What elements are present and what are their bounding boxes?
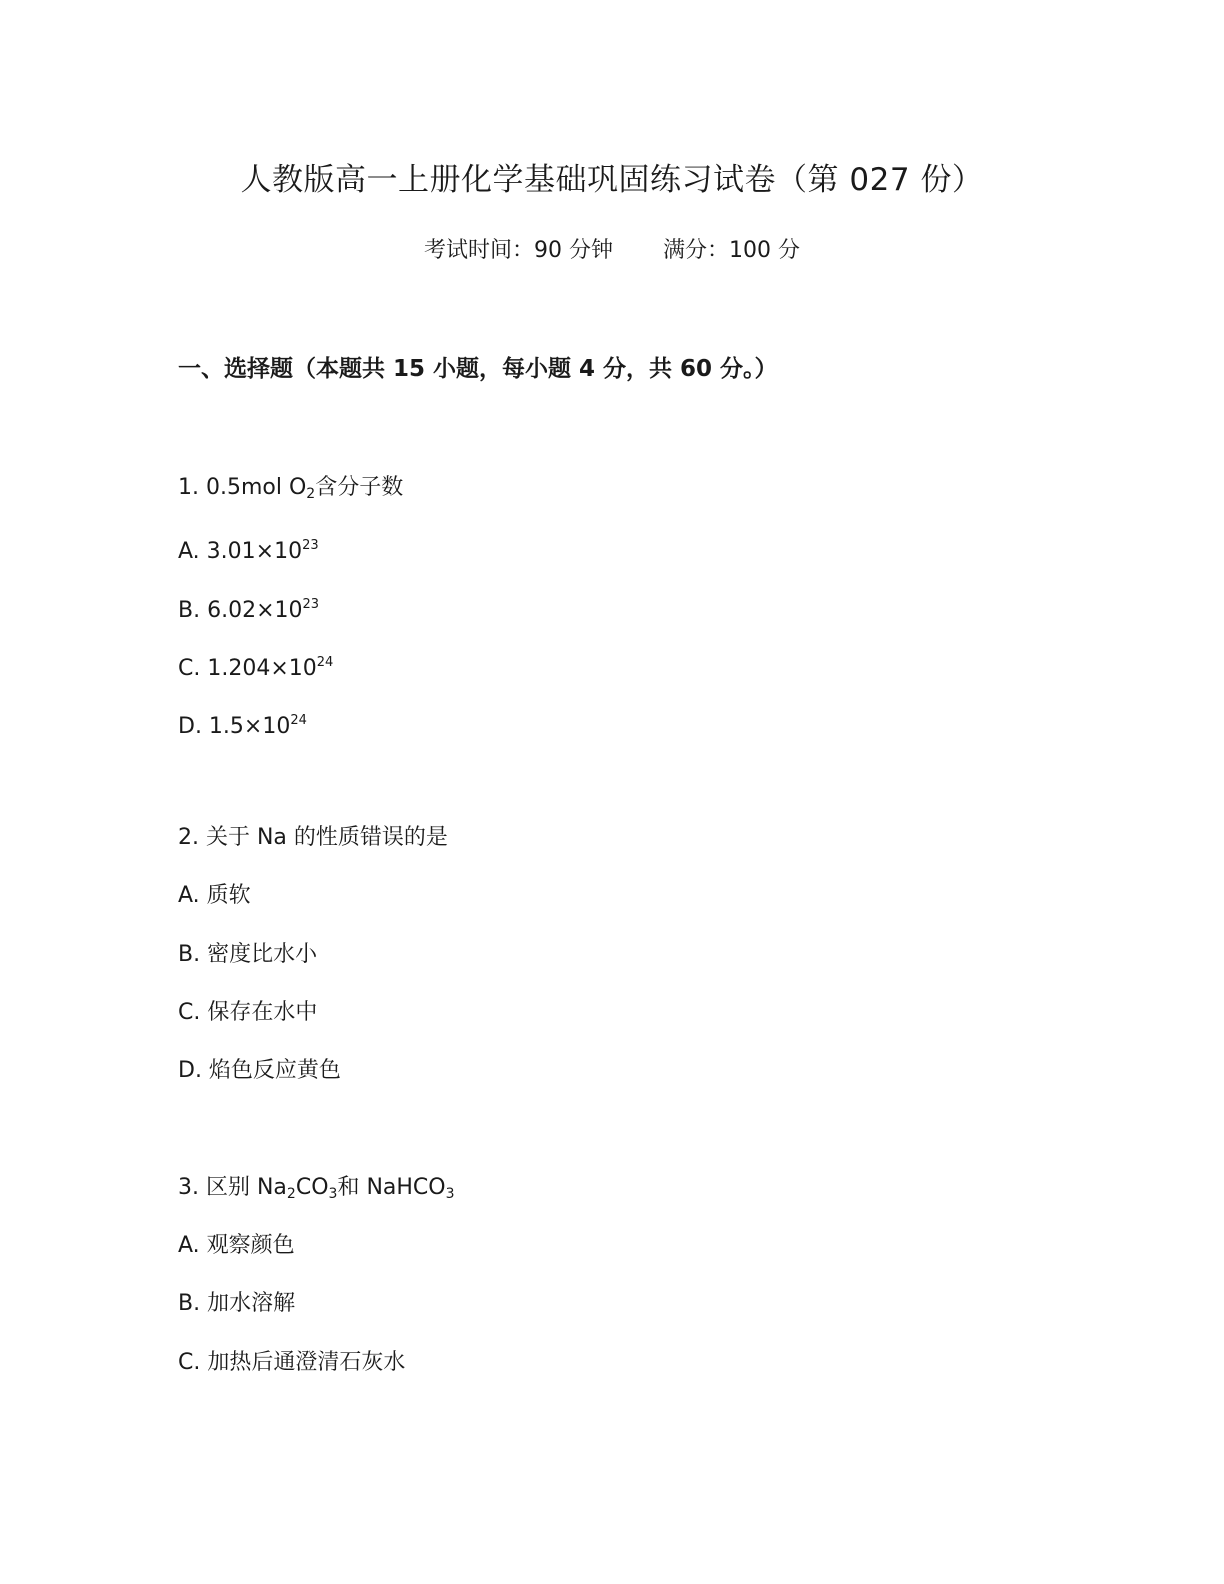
question-2-option-b: B. 密度比水小 [178, 942, 318, 967]
section-heading: 一、选择题（本题共 15 小题，每小题 4 分，共 60 分。） [178, 356, 778, 382]
question-3-option-a: A. 观察颜色 [178, 1233, 295, 1258]
question-1-option-c: C. $1.204\times 10^{24}$ [178, 655, 334, 681]
question-2-stem: 2. 关于 Na 的性质错误的是 [178, 825, 448, 850]
question-3-option-c: C. 加热后通澄清石灰水 [178, 1350, 406, 1375]
question-2-option-c: C. 保存在水中 [178, 1000, 318, 1025]
question-1-stem: 1. 0.5mol $O_2$含分子数 [178, 475, 404, 502]
exam-time: 考试时间：90 分钟 [424, 238, 613, 263]
question-3-option-b: B. 加水溶解 [178, 1291, 296, 1316]
question-1-option-a: A. $3.01\times 10^{23}$ [178, 538, 319, 564]
question-1-option-b: B. $6.02\times 10^{23}$ [178, 597, 320, 623]
question-2-option-a: A. 质软 [178, 883, 251, 908]
exam-info [0, 236, 1224, 266]
question-2-option-d: D. 焰色反应黄色 [178, 1058, 341, 1083]
exam-score: 满分：100 分 [663, 238, 800, 263]
question-3-stem: 3. 区别 $Na_2CO_3$和 NaHCO$_3$ [178, 1175, 455, 1202]
question-1-option-d: D. $1.5\times 10^{24}$ [178, 713, 307, 739]
exam-title: 人教版高一上册化学基础巩固练习试卷（第 027 份） [240, 162, 984, 198]
